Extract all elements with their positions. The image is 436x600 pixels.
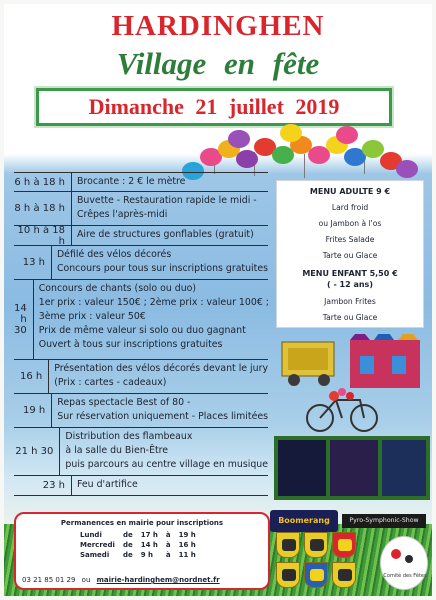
permanences-table (76, 530, 200, 560)
schedule-description: Distribution des flambeaux à la salle du Bien-Être puis parcours au centre village en musique (65, 431, 268, 470)
crest-icon (276, 562, 300, 588)
schedule-row (14, 428, 268, 476)
schedule-row (14, 226, 268, 246)
schedule-time: 8 h à 18 h (14, 192, 72, 225)
or-label: ou (81, 576, 91, 584)
menu-enfant-age: ( - 12 ans) (327, 280, 373, 289)
menu-item: Tarte ou Glace (322, 313, 378, 322)
schedule-description: Défilé des vélos décorés Concours pour tous sur inscriptions gratuites (56, 249, 268, 274)
permanence-row: Samedi de 9 h à 11 h (80, 551, 196, 559)
boomerang-logo: Boomerang (270, 510, 338, 532)
menu-adulte-title: MENU ADULTE 9 € (309, 187, 391, 196)
schedule-table (14, 172, 268, 496)
schedule-row (14, 172, 268, 192)
email-link[interactable]: mairie-hardinghem@nordnet.fr (96, 576, 220, 584)
decorated-bike-and-castle-image (280, 334, 428, 434)
comite-des-fetes-logo: Comité des Fêtes (380, 536, 428, 590)
schedule-row (14, 280, 268, 360)
permanence-row: Lundi de 17 h à 19 h (80, 531, 196, 539)
illustrations (280, 334, 428, 434)
schedule-time: 16 h (14, 360, 49, 393)
performer-photo (278, 440, 326, 496)
schedule-row (14, 246, 268, 280)
poster-subtitle: Village en fête (116, 46, 320, 81)
schedule-row (14, 192, 268, 226)
schedule-time: 13 h (14, 246, 52, 279)
schedule-time: 10 h à 18 h (14, 226, 72, 245)
crest-icon (304, 562, 328, 588)
permanences-box (14, 512, 270, 590)
schedule-row (14, 476, 268, 496)
schedule-description: Aire de structures gonflables (gratuit) (77, 229, 254, 240)
crest-icon (304, 532, 328, 558)
performer-photo (382, 440, 426, 496)
menu-item: Frites Salade (325, 235, 375, 244)
schedule-time: 21 h 30 (14, 428, 60, 475)
performer-photos (274, 436, 430, 500)
pyro-symphonic-show-logo: Pyro-Symphonic-Show (342, 514, 426, 528)
poster (4, 4, 432, 596)
phone-number: 03 21 85 01 29 (22, 576, 76, 584)
schedule-time: 23 h (14, 476, 72, 495)
date-banner (36, 88, 392, 126)
schedule-time: 19 h (14, 394, 52, 427)
crest-icon (276, 532, 300, 558)
menu-item: Jambon Frites (324, 297, 376, 306)
schedule-row (14, 394, 268, 428)
schedule-description: Buvette - Restauration rapide le midi - Crêpes l'après-midi (77, 195, 257, 220)
schedule-description: Brocante : 2 € le mètre (77, 176, 186, 187)
schedule-time: 14 h 30 (14, 280, 34, 359)
menu-item: Lard froid (331, 203, 369, 212)
coats-of-arms (274, 532, 374, 592)
schedule-description: Présentation des vélos décorés devant le jury (Prix : cartes - cadeaux) (54, 363, 268, 388)
schedule-description: Feu d'artifice (77, 479, 138, 490)
menu-box (276, 180, 424, 328)
poster-title: HARDINGHEN (111, 10, 325, 42)
permanence-row: Mercredi de 14 h à 16 h (80, 541, 196, 549)
schedule-description: Repas spectacle Best of 80 - Sur réservation uniquement - Places limitées (57, 397, 268, 422)
schedule-description: Concours de chants (solo ou duo) 1er prix : valeur 150€ ; 2ème prix : valeur 100€ ; 3ème prix : valeur 50€ Prix de même valeur si solo ou duo gagnant Ouvert à tous sur inscriptions gratuites (38, 283, 269, 350)
crest-icon (332, 562, 356, 588)
event-date: Dimanche 21 juillet 2019 (88, 94, 340, 119)
menu-item: ou Jambon à l'os (318, 219, 382, 228)
menu-item: Tarte ou Glace (322, 251, 378, 260)
menu-enfant-title: MENU ENFANT 5,50 € (302, 269, 398, 278)
permanences-title: Permanences en mairie pour inscriptions (60, 519, 224, 527)
schedule-time: 6 h à 18 h (14, 173, 72, 191)
schedule-row (14, 360, 268, 394)
crest-icon (332, 532, 356, 558)
performer-photo (330, 440, 378, 496)
contact-line (22, 576, 220, 584)
